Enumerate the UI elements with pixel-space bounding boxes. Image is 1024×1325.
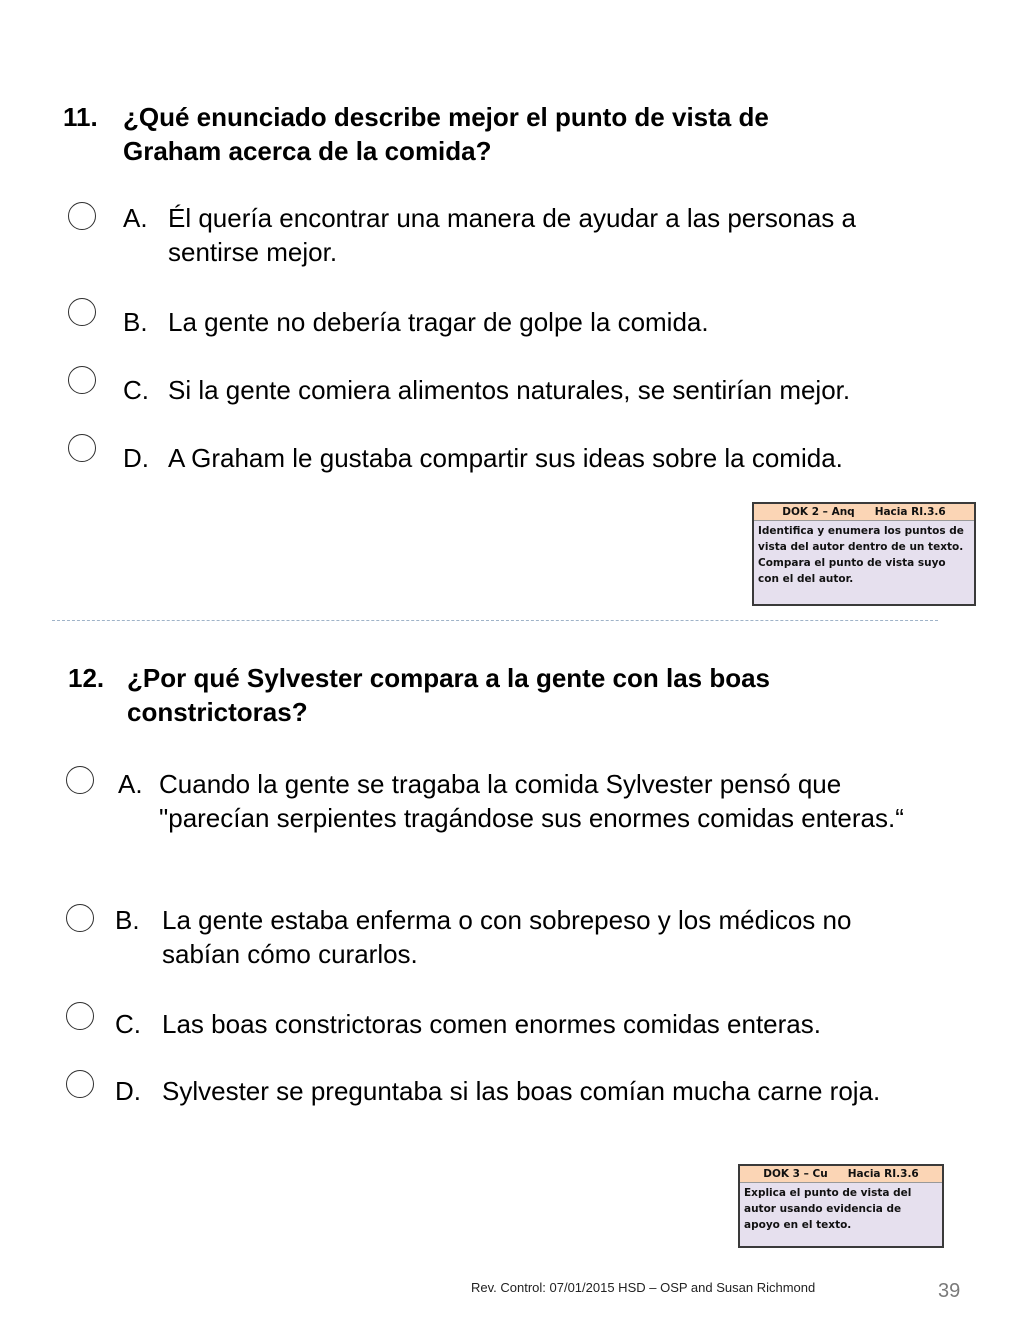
q11-option-a-text: Él quería encontrar una manera de ayudar a las personas a sentirse mejor. <box>168 203 856 267</box>
q11-option-d-text: A Graham le gustaba compartir sus ideas sobre la comida. <box>168 443 843 473</box>
q11-dok-standard: Hacia RI.3.6 <box>874 506 946 518</box>
q11-dok-header <box>754 504 974 521</box>
section-divider <box>52 620 938 621</box>
q11-option-d[interactable] <box>123 441 943 475</box>
q12-option-d-radio[interactable] <box>66 1070 94 1098</box>
q12-option-d-letter: D. <box>115 1076 141 1106</box>
q11-option-c[interactable] <box>123 373 943 407</box>
q11-option-a-radio[interactable] <box>68 202 96 230</box>
q12-option-b-letter: B. <box>115 905 140 935</box>
q11-option-d-radio[interactable] <box>68 434 96 462</box>
q11-option-c-letter: C. <box>123 375 149 405</box>
q11-dok-level: DOK 2 – Anq <box>782 506 855 518</box>
q12-option-a-letter: A. <box>118 769 143 799</box>
q12-dok-box <box>738 1164 944 1248</box>
q11-option-d-letter: D. <box>123 443 149 473</box>
question-11-title <box>63 100 863 168</box>
q12-option-c-radio[interactable] <box>66 1002 94 1030</box>
q12-option-b-text: La gente estaba enferma o con sobrepeso y los médicos no sabían cómo curarlos. <box>162 905 852 969</box>
q12-option-a-text: Cuando la gente se tragaba la comida Sylvester pensó que "parecían serpientes tragándose sus enormes comidas enteras.“ <box>159 769 904 833</box>
revision-footer: Rev. Control: 07/01/2015 HSD – OSP and Susan Richmond <box>471 1280 816 1295</box>
q12-option-c-letter: C. <box>115 1009 141 1039</box>
q12-option-c-text: Las boas constrictoras comen enormes comidas enteras. <box>162 1009 821 1039</box>
q11-option-b-text: La gente no debería tragar de golpe la comida. <box>168 307 709 337</box>
q11-option-b-letter: B. <box>123 307 148 337</box>
q12-dok-standard: Hacia RI.3.6 <box>847 1168 919 1180</box>
q11-option-b-radio[interactable] <box>68 298 96 326</box>
q11-option-b[interactable] <box>123 305 943 339</box>
q12-dok-description: Explica el punto de vista del autor usando evidencia de apoyo en el texto. <box>744 1187 912 1231</box>
q12-option-a-radio[interactable] <box>66 766 94 794</box>
q12-option-a[interactable] <box>118 767 918 835</box>
question-12-title <box>68 661 868 729</box>
q12-option-b[interactable] <box>115 903 935 971</box>
q12-option-c[interactable] <box>115 1007 935 1041</box>
q11-option-a-letter: A. <box>123 203 148 233</box>
q12-option-b-radio[interactable] <box>66 904 94 932</box>
q11-dok-description: Identifica y enumera los puntos de vista del autor dentro de un texto. Compara el punto de vista suyo con el del autor. <box>758 525 964 585</box>
q11-option-c-text: Si la gente comiera alimentos naturales, se sentirían mejor. <box>168 375 851 405</box>
q12-dok-header <box>740 1166 942 1183</box>
question-12-number: 12. <box>68 663 105 693</box>
q12-option-d-text: Sylvester se preguntaba si las boas comían mucha carne roja. <box>162 1076 881 1106</box>
q12-option-d[interactable] <box>115 1074 915 1108</box>
page-number: 39 <box>938 1280 961 1302</box>
q12-dok-level: DOK 3 – Cu <box>763 1168 828 1180</box>
question-11-number: 11. <box>63 102 98 132</box>
question-11-prompt: ¿Qué enunciado describe mejor el punto de vista de Graham acerca de la comida? <box>123 102 769 166</box>
question-12-prompt: ¿Por qué Sylvester compara a la gente con las boas constrictoras? <box>127 663 771 727</box>
q11-option-c-radio[interactable] <box>68 366 96 394</box>
q11-option-a[interactable] <box>123 201 943 269</box>
q11-dok-box <box>752 502 976 606</box>
